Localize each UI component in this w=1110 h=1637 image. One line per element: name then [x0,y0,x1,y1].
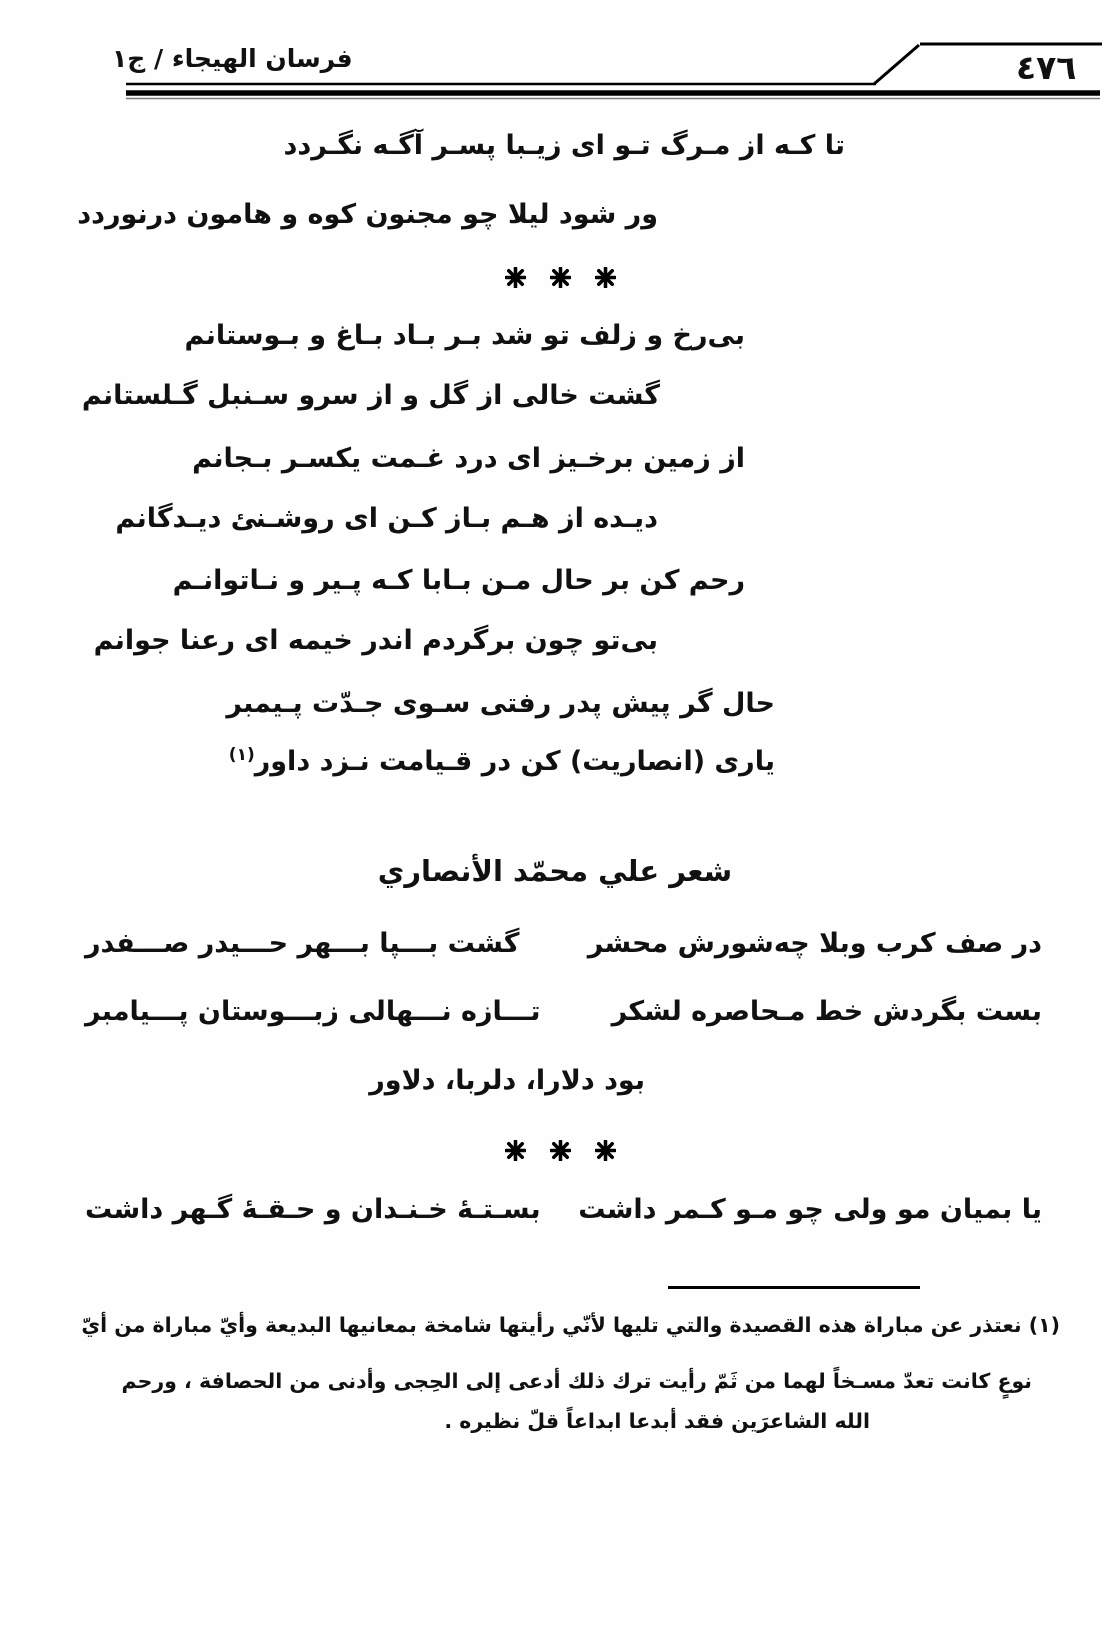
asterisk-separator [505,267,616,288]
poem-line-text: يارى (انصاريت) كن در قـيامت نـزد داور [254,746,775,777]
section-heading: شعر علي محمّد الأنصاري [377,854,733,888]
asterisk-icon [550,1140,571,1161]
page-number: ٤٧٦ [1016,48,1077,87]
poem-line: بى‌رخ و زلف تو شد بـر بـاد بـاغ و بـوستانم [184,320,745,351]
couplet-row [85,928,1042,959]
footnote-line: نوعٍ كانت تعدّ مسـخاً لهما من ثَمّ رأيت ترك ذلك أدعى إلى الحِجى وأدنى من الحصافة ، ورحم [121,1369,1032,1393]
poem-line: ور شود ليلا چو مجنون كوه و هامون درنوردد [77,199,658,230]
poem-line: بود دلارا، دلربا، دلاور [369,1065,645,1096]
hemistich-right: در صف كرب وبلا چه‌شورش محشر [587,928,1042,959]
hemistich-left: گشت بـــپا بـــهر حـــيدر صـــفدر [85,928,520,959]
poem-line: گشت خالى از گل و از سرو سـنبل گـلستانم [81,380,660,411]
hemistich-right: بست بگردش خط مـحاصره لشكر [611,996,1042,1027]
poem-line: حال گر پيش پدر رفتى سـوى جـدّت پـيمبر [226,688,775,719]
couplet-row [85,996,1042,1027]
hemistich-left: تـــازه نـــهالى زبـــوستان پـــيامبر [85,996,541,1027]
asterisk-icon [595,1140,616,1161]
asterisk-icon [505,1140,526,1161]
poem-line: تا كـه از مـرگ تـو اى زيـبا پسـر آگـه نگـردد [283,130,845,161]
footnote-reference: (١) [228,745,255,765]
poem-line: ديـده از هـم بـاز كـن اى روشـنئ ديـدگانم [115,503,658,534]
hemistich-left: بسـتـهٔ خـنـدان و حـقـهٔ گـهر داشت [85,1194,541,1225]
asterisk-icon [595,267,616,288]
poem-line: بى‌تو چون برگردم اندر خيمه اى رعنا جوانم [93,625,658,656]
couplet-row [85,1194,1042,1225]
asterisk-icon [550,267,571,288]
poem-line: رحم كن بر حال مـن بـابا كـه پـير و نـاتوانـم [172,565,745,596]
header-rule-ornament [0,0,1110,110]
poem-line [229,744,775,780]
footnote-divider [668,1286,920,1289]
poem-line: از زمين برخـيز اى درد غـمت يكسـر بـجانم [192,443,745,474]
hemistich-right: يا بميان مو ولى چو مـو كـمر داشت [578,1194,1042,1225]
page-header-title: فرسان الهيجاء / ج١ [112,44,353,73]
asterisk-separator [505,1140,616,1161]
footnote-line: (١) نعتذر عن مباراة هذه القصيدة والتي تليها لأنّي رأيتها شامخة بمعانيها البديعة وأيّ مباراة من أيّ [81,1313,1060,1337]
footnote-line: الله الشاعرَين فقد أبدعا ابداعاً قلّ نظيره . [444,1409,870,1433]
asterisk-icon [505,267,526,288]
